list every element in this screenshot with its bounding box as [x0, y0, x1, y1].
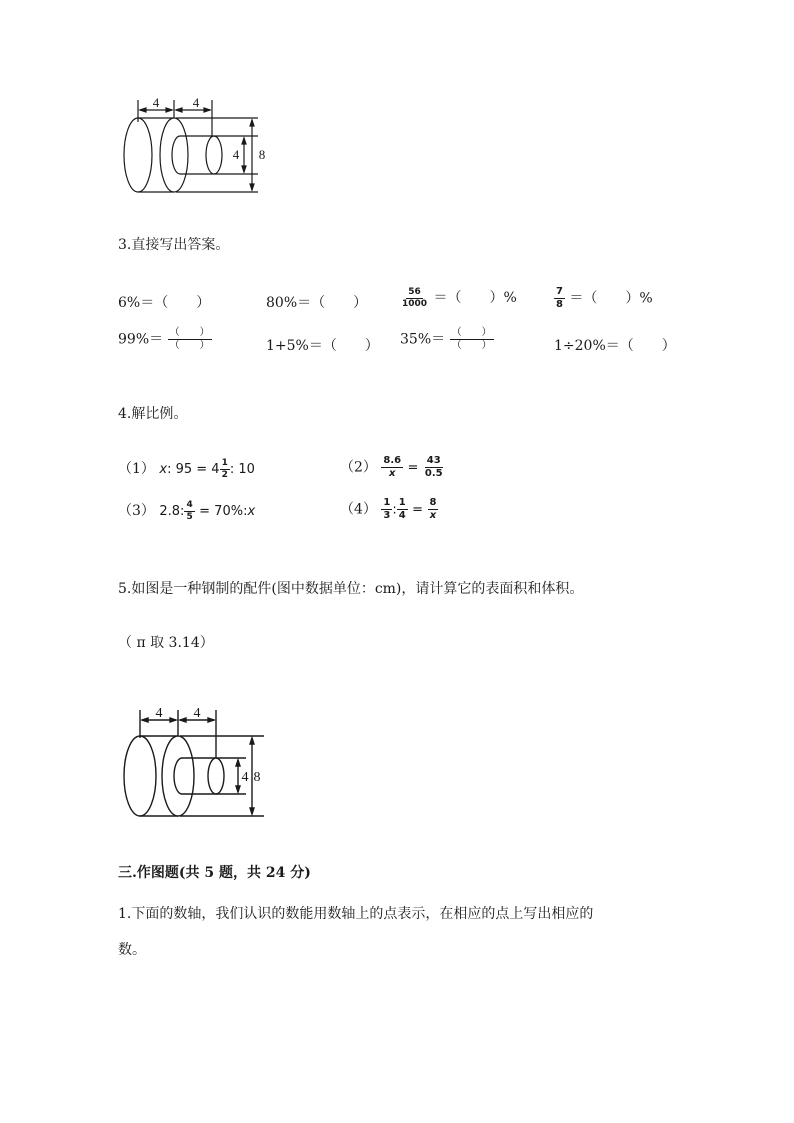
q4-p4-label: （4）: [340, 501, 377, 518]
q3-item-6: 1+5%＝（ ）: [266, 338, 379, 354]
q4-p4-eq: =: [412, 502, 424, 518]
q4-p3-label: （3）: [118, 503, 155, 519]
q3-item-4-rest: ＝（ ）%: [569, 290, 653, 307]
cylinder-part-figure-1: [118, 92, 278, 196]
q3-item-7: [400, 328, 494, 351]
q4-p1-mid: : 95 = 4: [167, 462, 220, 477]
q3-item-5-left: 99%＝: [118, 331, 164, 348]
q4-p4-cden: x: [429, 510, 437, 521]
q5-note: （ π 取 3.14）: [118, 635, 214, 651]
q3-item-5-fraction: [168, 328, 212, 351]
q3-item-3-fraction: [400, 288, 429, 309]
q5-title: 5.如图是一种钢制的配件(图中数据单位：cm)，请计算它的表面积和体积。: [118, 581, 584, 597]
q3-item-5-den: （ ）: [169, 340, 210, 351]
q4-p1-fraction: [220, 459, 230, 480]
q4-problem-2: [340, 456, 445, 479]
q3-item-7-num: （ ）: [451, 327, 492, 338]
dim-label-inner: 4: [232, 147, 240, 162]
q4-p4-fraction-c: [428, 498, 439, 521]
q3-item-3-rest: ＝（ ）%: [433, 290, 517, 306]
q4-p2-lnum: 8.6: [383, 455, 402, 466]
section-3-q1-line-2: 数。: [118, 942, 146, 958]
q4-p3-var: x: [247, 504, 256, 519]
q4-p3-start: 2.8:: [159, 504, 185, 519]
q4-p2-left-fraction: [381, 456, 403, 479]
dim-label-b: 4: [192, 95, 200, 110]
q4-problem-3: [118, 500, 255, 522]
q4-p1-label: （1）: [118, 461, 155, 477]
q4-title: 4.解比例。: [118, 406, 188, 422]
q4-p3-fden: 5: [186, 511, 193, 522]
q4-p1-end: : 10: [229, 462, 255, 477]
dim-label-a: 4: [152, 95, 160, 110]
section-3-heading: 三.作图题(共 5 题，共 24 分): [118, 865, 311, 881]
cylinder-part-figure-2: [118, 702, 278, 820]
q3-item-3-num: 56: [408, 286, 421, 297]
q4-problem-1: [118, 458, 255, 480]
q3-item-7-left: 35%＝: [400, 331, 446, 348]
q3-item-4-fraction: [554, 287, 565, 310]
q4-p3-mid: = 70%:: [199, 504, 248, 519]
q4-p4-bden: 4: [398, 510, 406, 521]
q4-p4-bnum: 1: [398, 497, 406, 508]
q4-p3-fnum: 4: [186, 499, 193, 510]
fig2-dim-label-a: 4: [155, 706, 163, 721]
q3-item-4-num: 7: [556, 286, 563, 297]
q4-p2-label: （2）: [340, 459, 377, 476]
q4-problem-4: [340, 498, 438, 521]
q4-p4-cnum: 8: [429, 497, 437, 508]
q4-p4-aden: 3: [383, 510, 391, 521]
q3-item-7-fraction: [450, 328, 494, 351]
q3-item-8: 1÷20%＝（ ）: [554, 338, 676, 354]
q4-p1-fden: 2: [221, 469, 228, 480]
q4-p2-rden: 0.5: [424, 468, 443, 479]
q4-p4-fraction-b: [397, 498, 408, 521]
q4-p4-anum: 1: [383, 497, 391, 508]
q4-p1-var: x: [159, 462, 168, 477]
q3-item-2: 80%＝（ ）: [266, 295, 368, 311]
q4-p2-eq: =: [407, 460, 419, 476]
q4-p3-fraction: [184, 501, 194, 522]
q4-p2-right-fraction: [423, 456, 445, 479]
q3-item-4: [554, 287, 653, 310]
q4-p4-colon: :: [392, 502, 397, 518]
fig2-dim-label-b: 4: [193, 706, 201, 721]
q3-item-4-den: 8: [556, 299, 563, 310]
q4-p2-lden: x: [389, 468, 396, 479]
dim-label-outer: 8: [258, 147, 266, 162]
fig2-dim-label-outer: 8: [253, 770, 261, 785]
fig2-dim-label-inner: 4: [241, 770, 249, 785]
section-3-q1-line-1: 1.下面的数轴，我们认识的数能用数轴上的点表示，在相应的点上写出相应的: [118, 906, 594, 922]
q4-p2-rnum: 43: [426, 455, 441, 466]
q3-item-7-den: （ ）: [451, 340, 492, 351]
q3-item-5-num: （ ）: [169, 327, 210, 338]
q3-title: 3.直接写出答案。: [118, 237, 230, 253]
q3-item-3: [400, 287, 517, 309]
q3-item-5: [118, 328, 212, 351]
q3-item-1: 6%＝（ ）: [118, 295, 211, 311]
q4-p4-fraction-a: [381, 498, 392, 521]
q3-item-3-den: 1000: [402, 298, 428, 309]
q4-p1-fnum: 1: [221, 457, 228, 468]
